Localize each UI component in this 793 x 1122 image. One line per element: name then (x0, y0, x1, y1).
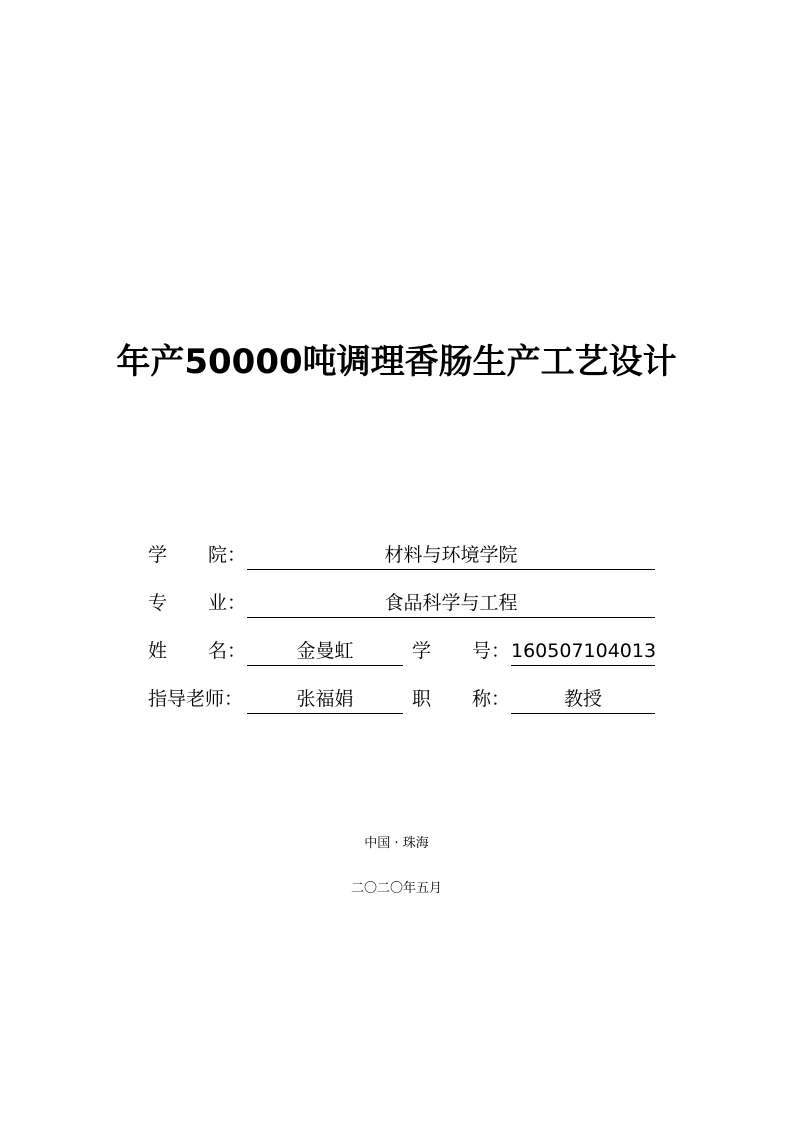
document-title: 年产50000吨调理香肠生产工艺设计 (116, 342, 677, 382)
advisor-label: 指导老师： (148, 688, 244, 710)
date-text: 二〇二〇年五月 (350, 881, 442, 896)
student-id-label-char1: 学 (412, 640, 432, 662)
name-field: 金曼虹 (247, 637, 403, 666)
name-label-char2: 名： (208, 640, 247, 662)
student-id-label-char2: 号： (472, 640, 511, 662)
major-label-char1: 专 (148, 592, 168, 614)
location-text: 中国 · 珠海 (364, 836, 429, 851)
advisor-field: 张福娟 (247, 685, 403, 714)
major-field: 食品科学与工程 (247, 589, 655, 618)
name-label-char1: 姓 (148, 640, 168, 662)
college-field: 材料与环境学院 (247, 541, 655, 570)
advisor-title-label-char2: 称： (472, 688, 511, 710)
student-id-field: 160507104013 (511, 637, 655, 666)
college-label-char2: 院： (208, 544, 247, 566)
major-label-char2: 业： (208, 592, 247, 614)
advisor-title-label-char1: 职 (412, 688, 432, 710)
college-label-char1: 学 (148, 544, 168, 566)
advisor-title-field: 教授 (511, 685, 655, 714)
